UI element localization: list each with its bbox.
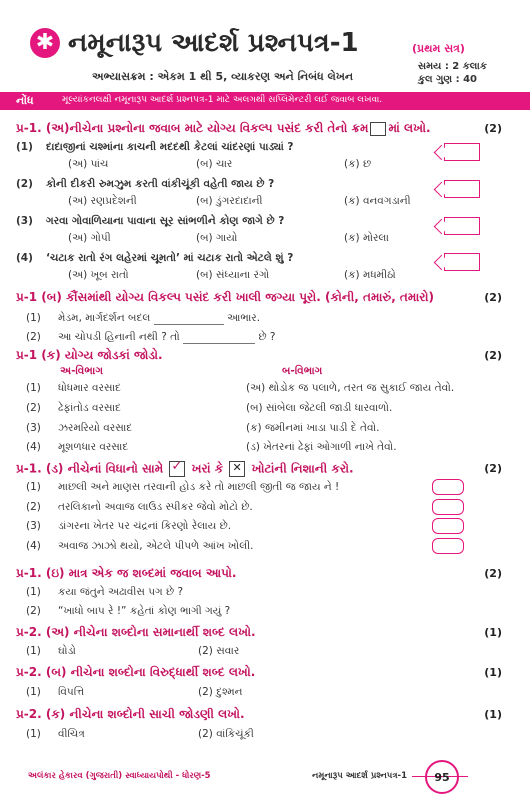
q2c-marks: (1)	[484, 708, 502, 721]
q1a-num-1: (1)	[16, 141, 33, 153]
q1c-num-2: (2)	[26, 402, 41, 414]
q2c-word-1: વીચિત્ર	[58, 728, 85, 740]
q1c-left-3: ઝરમરિયો વરસાદ	[58, 422, 133, 434]
time-label: સમય : 2 કલાક	[418, 61, 487, 72]
q1a-question-4: ‘ચટાક રાતો રંગ લહેરમાં ચૂમતો’ માં ચટાક રાતો એટલે શું ?	[46, 252, 294, 264]
page-title: નમૂનારૂપ આદર્શ પ્રશ્નપત્ર-1	[68, 28, 359, 58]
q1a-question-1: દાદાજીનાં ચશ્માંના કાચની મદદથી કેટલાં ચાંદરણાં પાડ્યાં ?	[46, 141, 294, 153]
q1b-before-2: આ ચોપડી હિનાની નથી ? તો	[58, 331, 180, 343]
q1e-heading: પ્ર-1. (ઇ) માત્ર એક જ શબ્દમાં જવાબ આપો.	[16, 566, 237, 580]
q1d-heading	[16, 461, 354, 477]
q1c-right-3: (ક) જમીનમાં ખાડા પાડી દે તેવો.	[246, 422, 380, 434]
q2b-word-2: (2) દુશ્મન	[198, 686, 243, 698]
q1c-num-4: (4)	[26, 441, 41, 453]
notice-text: મૂલ્યાંકનલક્ષી નમૂનારૂપ આદર્શ પ્રશ્નપત્ર-1 માટે અલગથી સપ્લિમેન્ટરી લઈ જવાબ લખવા.	[62, 95, 383, 105]
answer-tag-icon[interactable]	[444, 253, 480, 271]
column-b-heading: બ-વિભાગ	[282, 365, 323, 377]
q1b-marks: (2)	[484, 291, 502, 304]
q1d-statement-3: ડાંગરના ખેતર પર ચંદ્રનાં કિરણો રેલાય છે.	[58, 520, 232, 532]
q1a-question-3: ગરવા ગોવાળિયાના પાવાના સૂર સાંભળીને કોણ જાગે છે ?	[46, 215, 285, 227]
q1d-title-2: ખરાં કે	[191, 461, 224, 476]
term-label: (પ્રથમ સત્ર)	[412, 42, 465, 55]
q1d-statement-4: અવાજ ઝાઝો થયો, એટલે પીપળે આંખ ખોલી.	[58, 540, 254, 552]
q1c-marks: (2)	[484, 349, 502, 362]
q1d-num-2: (2)	[26, 501, 41, 513]
fill-blank-2[interactable]	[183, 343, 255, 344]
q1b-after-1: આભાર.	[226, 312, 261, 324]
q2c-word-2: (2) વાંકિચૂંકી	[198, 728, 254, 740]
q1a-title-after: માં લખો.	[388, 121, 431, 135]
q1c-heading: પ્ર-1 (ક) યોગ્ય જોડકાં જોડો.	[16, 348, 163, 362]
q1a-option-c-2: (ક) વનવગડાની	[344, 195, 411, 207]
footer-book-title: અલંકાર હેકારવ (ગુજરાતી) સ્વાધ્યાયપોથી - ધોરણ-5	[28, 771, 211, 781]
cross-box-icon	[229, 461, 245, 477]
q1a-title-before: પ્ર-1. (અ)નીચેના પ્રશ્નોના જવાબ માટે યોગ્ય વિકલ્પ પસંદ કરી તેનો ક્રમ	[16, 121, 369, 135]
q1a-option-c-3: (ક) મોરલા	[344, 232, 389, 244]
q2a-word-2: (2) સવાર	[198, 645, 240, 657]
answer-square-icon	[370, 122, 386, 136]
q1a-option-b-4: (બ) સંધ્યાના રંગો	[196, 269, 270, 281]
marks-label: કુલ ગુણ : 40	[418, 74, 477, 85]
q1a-question-2: કોની દીકરી રુમઝુમ કરતી વાંકીચૂંકી વહેતી જાય છે ?	[46, 178, 275, 190]
q1d-num-4: (4)	[26, 540, 41, 552]
notice-label: નોંધ	[16, 94, 34, 107]
answer-tag-icon[interactable]	[444, 180, 480, 198]
q2b-num-1: (1)	[26, 686, 41, 698]
q1c-left-4: મૂશળધાર વરસાદ	[58, 441, 129, 453]
page-number: 95	[425, 760, 459, 794]
q1c-right-4: (ડ) ખેતરનાં ઢેફાં ઓગાળી નાખે તેવો.	[246, 441, 397, 453]
q1d-title-1: પ્ર-1. (ડ) નીચેનાં વિધાનો સામે	[16, 461, 164, 476]
answer-tag-icon[interactable]	[444, 143, 480, 161]
q2a-heading: પ્ર-2. (અ) નીચેના શબ્દોના સમાનાર્થી શબ્દ લખો.	[16, 625, 256, 639]
q1d-statement-2: તરલિકાનો અવાજ લાઉડ સ્પીકર જેવો મોટો છે.	[58, 501, 253, 513]
q1b-after-2: છે ?	[258, 331, 276, 343]
q2c-num-1: (1)	[26, 728, 41, 740]
flower-logo-icon: ✱	[30, 28, 60, 58]
q1b-heading: પ્ર-1 (બ) કૌંસમાંથી યોગ્ય વિકલ્પ પસંદ કરી ખાલી જગ્યા પૂરો. (કોની, તમારું, તમારો)	[16, 290, 434, 304]
q1a-option-a-1: (અ) પાંચ	[68, 158, 109, 170]
q1a-num-2: (2)	[16, 178, 33, 190]
true-false-answer-box[interactable]	[432, 518, 464, 534]
q1a-marks: (2)	[484, 122, 502, 135]
check-box-icon	[169, 461, 185, 477]
q2a-marks: (1)	[484, 626, 502, 639]
q1a-option-c-4: (ક) મધમીઠો	[344, 269, 396, 281]
q1a-option-c-1: (ક) છ	[344, 158, 372, 170]
footer-paper-title: નમૂનારૂપ આદર્શ પ્રશ્નપત્ર-1	[312, 771, 407, 781]
q1c-left-2: ઢેફાંતોડ વરસાદ	[58, 402, 121, 414]
true-false-answer-box[interactable]	[432, 479, 464, 495]
q2b-heading: પ્ર-2. (બ) નીચેના શબ્દોના વિરુદ્ધાર્થી શબ્દ લખો.	[16, 665, 256, 679]
q1d-statement-1: માછલી અને માણસ તરવાની હોડ કરે તો માછલી જીતી જ જાય ને !	[58, 481, 340, 493]
q1b-num-1: (1)	[26, 312, 41, 324]
q1e-num-2: (2)	[26, 605, 41, 617]
q1b-before-1: મેડમ, માર્ગદર્શન બદલ	[58, 312, 151, 324]
q1a-option-a-2: (અ) રણપ્રદેશની	[68, 195, 137, 207]
q1e-question-1: કયા જંતુને અઢાવીસ પગ છે ?	[58, 586, 184, 598]
q1c-left-1: ધોધમાર વરસાદ	[58, 382, 121, 394]
q1c-num-1: (1)	[26, 382, 41, 394]
q1b-sentence-1	[58, 312, 260, 325]
fill-blank-1[interactable]	[154, 324, 224, 325]
q1a-option-a-3: (અ) ગોપી	[68, 232, 111, 244]
q2a-num-1: (1)	[26, 645, 41, 657]
q1e-question-2: “ખાધો બાપ રે !” કહેતાં કોણ ભાગી ગયું ?	[58, 605, 231, 617]
notice-bar	[0, 92, 530, 110]
q1c-right-1: (અ) થોડોક જ પલાળે, તરત જ સુકાઈ જાય તેવો.	[246, 382, 455, 394]
true-false-answer-box[interactable]	[432, 538, 464, 554]
q1c-right-2: (બ) સાંબેલા જેટલી જાડી ધારવાળો.	[246, 402, 393, 414]
page-footer	[0, 757, 530, 795]
q1e-num-1: (1)	[26, 586, 41, 598]
q1a-num-4: (4)	[16, 252, 33, 264]
q2a-word-1: ઘોડો	[58, 645, 76, 657]
q1a-option-b-2: (બ) ડુંગરદાદાની	[196, 195, 263, 207]
q1a-num-3: (3)	[16, 215, 33, 227]
q1a-heading	[16, 121, 431, 136]
q1e-marks: (2)	[484, 567, 502, 580]
q1a-option-b-1: (બ) ચાર	[196, 158, 233, 170]
q1d-title-3: ખોટાંની નિશાની કરો.	[251, 461, 354, 476]
q1d-num-1: (1)	[26, 481, 41, 493]
q1a-option-b-3: (બ) ગાયો	[196, 232, 238, 244]
q2b-marks: (1)	[484, 666, 502, 679]
exam-meta	[418, 60, 487, 86]
q2c-heading: પ્ર-2. (ક) નીચેના શબ્દોની સાચી જોડણી લખો.	[16, 707, 245, 721]
true-false-answer-box[interactable]	[432, 499, 464, 515]
q1d-num-3: (3)	[26, 520, 41, 532]
q1b-sentence-2	[58, 331, 275, 344]
q1d-marks: (2)	[484, 462, 502, 475]
q1c-num-3: (3)	[26, 422, 41, 434]
column-a-heading: અ-વિભાગ	[60, 365, 103, 377]
q1a-option-a-4: (અ) ખૂબ રાતો	[68, 269, 129, 281]
q1b-num-2: (2)	[26, 331, 41, 343]
q2b-word-1: વિપત્તિ	[58, 686, 85, 698]
syllabus-subtitle: અભ્યાસક્રમ : એકમ 1 થી 5, વ્યાકરણ અને નિબંધ લેખન	[92, 70, 354, 83]
answer-tag-icon[interactable]	[444, 217, 480, 235]
